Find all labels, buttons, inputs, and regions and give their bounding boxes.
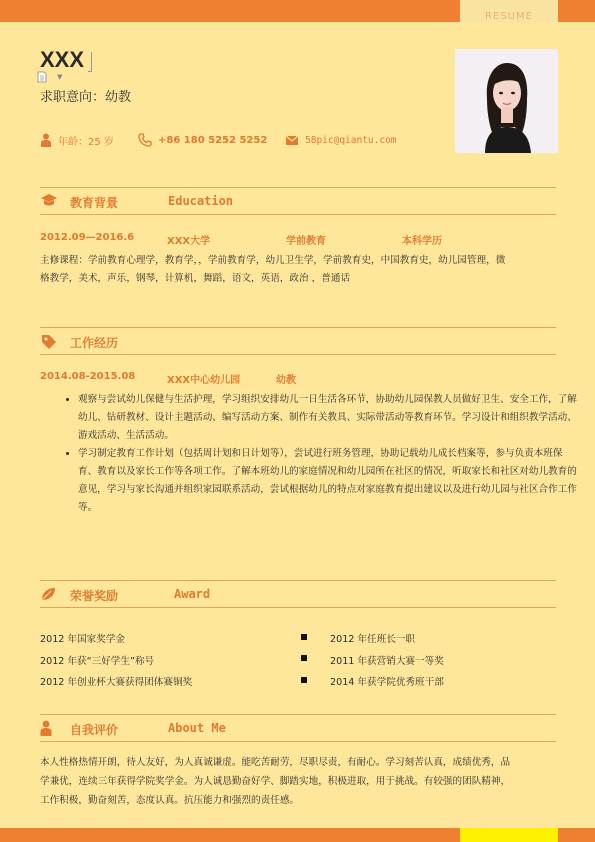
award-item: 2012 年任班长一职	[330, 634, 416, 645]
resume-tab: RESUME	[460, 0, 558, 22]
phone-icon	[138, 133, 152, 147]
education-title: 教育背景	[70, 196, 119, 210]
leaf-icon	[40, 586, 56, 602]
education-degree: 本科学历	[402, 236, 442, 247]
text-cursor-mark	[88, 52, 92, 72]
work-org: XXX中心幼儿园	[167, 375, 241, 386]
self-eval-title-en: About Me	[168, 721, 226, 735]
award-title: 荣誉奖励	[70, 589, 119, 603]
chevron-down-icon[interactable]: ▼	[57, 73, 63, 81]
bullet-square-icon	[301, 634, 307, 640]
award-item: 2012 年获“三好学生”称号	[40, 656, 155, 667]
courses-line-1: 主修课程：学前教育心理学，教育学，，学前教育学，幼儿卫生学，学前教育史，中国教育史，幼儿园管理，微	[40, 255, 506, 266]
award-item: 2012 年创业杯大赛获得团体赛铜奖	[40, 677, 193, 688]
award-item: 2012 年国家奖学金	[40, 634, 126, 645]
work-duties	[58, 391, 578, 517]
award-title-en: Award	[174, 587, 211, 601]
tag-icon	[40, 333, 58, 349]
age-text: 年龄：25 岁	[58, 136, 114, 148]
self-eval-line-3: 工作积极，勤奋刻苦，态度认真。抗压能力和强烈的责任感。	[40, 795, 300, 806]
award-item: 2014 年获学院优秀班干部	[330, 677, 444, 688]
person-icon	[40, 133, 52, 147]
work-duty-item: • 学习制定教育工作计划（包括周计划和日计划等），尝试进行班务管理，协助记载幼儿成长档案等，参与负责本班保育、教育以及家长工作等各项工作。了解本班幼儿的家庭情况和幼儿园所在社区的情况，听取家长和社区对幼儿教育的意见，学习与家长沟通并组织家园联系活动，尝试根据幼儿的特点对家庭教育提出建议以及进行幼儿园与社区合作工作等。	[78, 445, 578, 517]
bullet-square-icon	[301, 655, 307, 661]
bullet-square-icon	[301, 677, 307, 683]
bottom-bar	[0, 828, 595, 842]
person-icon	[40, 720, 52, 736]
work-period: 2014.08-2015.08	[40, 371, 136, 382]
self-eval-line-1: 本人性格热情开朗，待人友好，为人真诚谦虚。能吃苦耐劳，尽职尽责，有耐心。学习刻苦认真，成绩优秀，品	[40, 757, 511, 768]
education-school: XXX大学	[167, 236, 211, 247]
self-eval-title: 自我评价	[70, 723, 119, 737]
work-header	[40, 327, 556, 355]
profile-photo	[455, 49, 558, 153]
email-text: 58pic@qiantu.com	[305, 134, 397, 146]
self-eval-line-2: 学兼优，连续三年获得学院奖学金。为人诚恳勤奋好学、脚踏实地，积极进取，用于挑战。有较强的团队精神，	[40, 776, 511, 787]
phone-info	[138, 133, 267, 147]
graduation-cap-icon	[40, 193, 58, 207]
work-title: 工作经历	[70, 336, 119, 350]
bottom-bar-accent	[460, 828, 558, 842]
document-icon[interactable]	[36, 71, 48, 83]
phone-text: +86 180 5252 5252	[158, 134, 268, 146]
job-intent: 求职意向：幼教	[40, 90, 132, 105]
award-header	[40, 580, 556, 608]
email-info	[285, 133, 397, 147]
education-header	[40, 187, 556, 215]
education-major: 学前教育	[286, 236, 326, 247]
self-eval-header	[40, 714, 556, 742]
work-role: 幼教	[276, 375, 296, 386]
candidate-name[interactable]: XXX	[40, 47, 85, 72]
education-title-en: Education	[168, 194, 234, 208]
education-period: 2012.09—2016.6	[40, 232, 135, 243]
work-duty-item: • 观察与尝试幼儿保健与生活护理，学习组织安排幼儿一日生活各环节，协助幼儿园保教人员做好卫生、安全工作，了解幼儿、钻研教材、设计主题活动、编写活动方案、制作有关教具、实际带活动等教育环节。学习设计和组织教学活动、游戏活动、生活活动。	[78, 391, 578, 445]
age-info	[40, 133, 114, 147]
award-item: 2011 年获营销大赛一等奖	[330, 656, 444, 667]
courses-line-2: 格教学，美术，声乐，钢琴，计算机，舞蹈，语文，英语，政治 ，普通话	[40, 273, 351, 284]
mail-icon	[285, 134, 299, 146]
